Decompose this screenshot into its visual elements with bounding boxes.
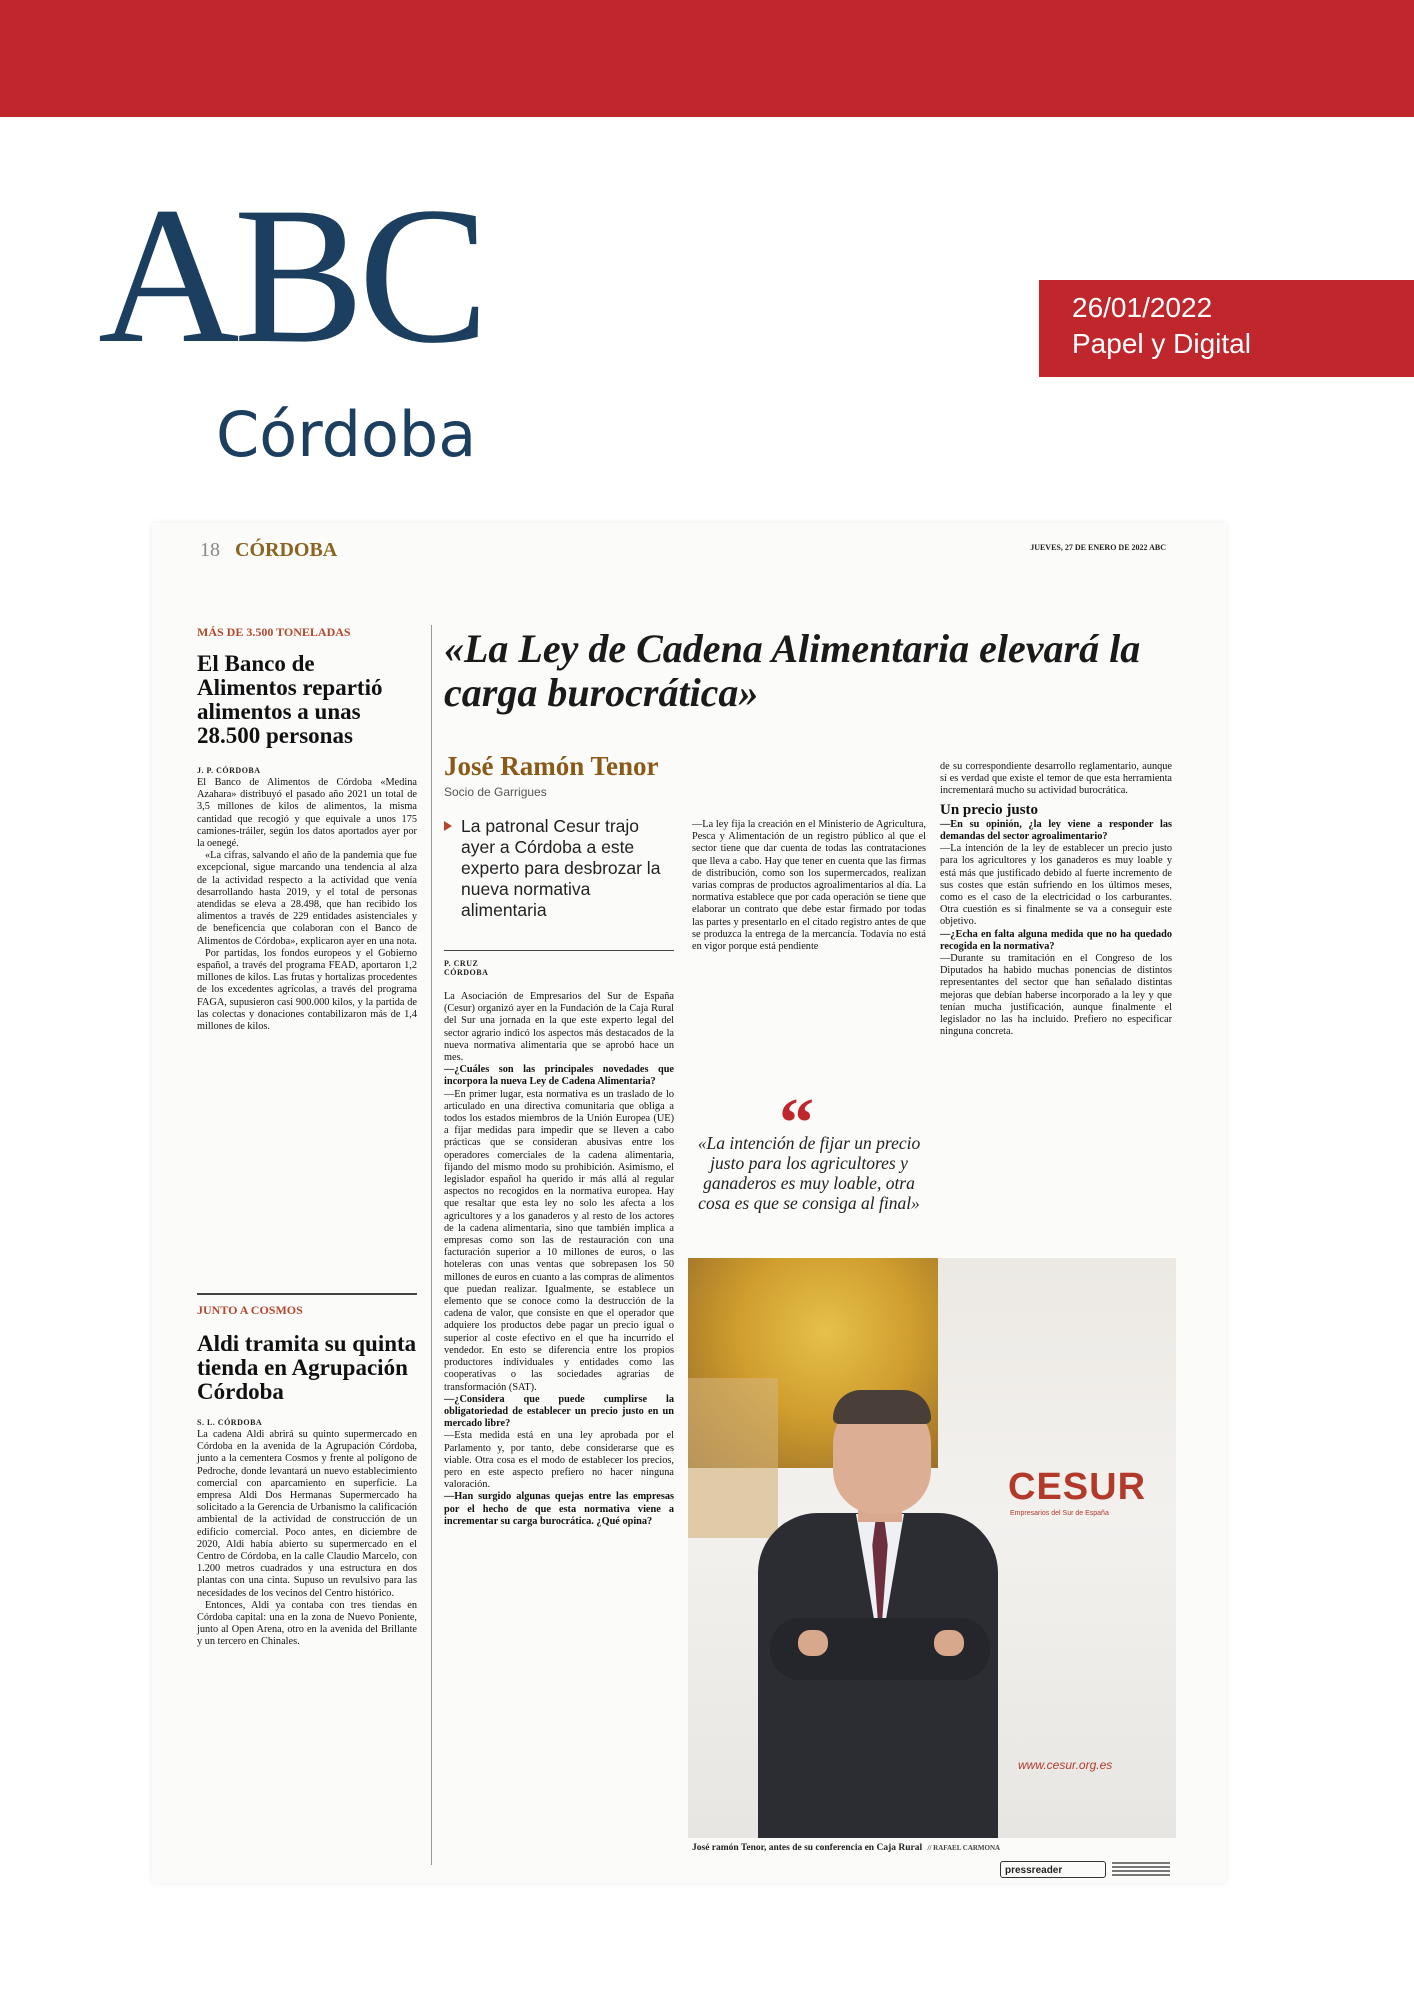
story1-paragraph: El Banco de Alimentos de Córdoba «Medina Azahara» distribuyó el pasado año 2021 un total de 3,5 millones de kilos de alimentos, la misma cantidad que recogió y que equivale a unos 175 camiones-tráiler, según los datos aportados ayer por la oenegé. <box>197 777 417 850</box>
story1-paragraph: «La cifras, salvando el año de la pandemia que fue excepcional, sigue marcando una tendencia al alza de la actividad respecto a la actividad que venía desarrollando hasta 2019, y el total de personas atendidas se eleva a 28.498, que han recibido los alimentos a través de 229 entidades asistenciales y de beneficencia que colaboran con el Banco de Alimentos de Córdoba», explicaron ayer en una nota. <box>197 850 417 947</box>
background-painting-edge <box>688 1378 778 1538</box>
interview-question: —En su opinión, ¿la ley viene a responder las demandas del sector agroalimentario? <box>940 818 1172 843</box>
newspaper-clipping <box>152 523 1226 1883</box>
story2-kicker: JUNTO A COSMOS <box>197 1303 303 1317</box>
photo-caption <box>692 1843 1000 1853</box>
cesur-url: www.cesur.org.es <box>1018 1758 1113 1772</box>
logo-city: Córdoba <box>216 398 477 471</box>
left-story-2 <box>197 1303 417 1649</box>
left-story-1 <box>197 625 417 1033</box>
interview-answer: —Durante su tramitación en el Congreso de los Diputados ha habido muchas ponencias de distintos representantes del sector que han señalado distintas mejoras que debían haberse incorporado a la ley y que tenían mucha justificación, aunque finalmente el legislador no las ha incluido. Prefiero no especificar ninguna concreta. <box>940 953 1172 1038</box>
caption-text: José ramón Tenor, antes de su conferencia en Caja Rural <box>692 1843 923 1853</box>
story1-byline: J. P. CÓRDOBA <box>197 766 261 775</box>
abc-logo: ABC <box>98 167 484 384</box>
story2-body <box>197 1429 417 1649</box>
interview-answer: de su correspondiente desarrollo reglamentario, aunque sí es verdad que existe el temor de que esta herramienta incrementará mucho su actividad burocrática. <box>940 761 1172 797</box>
interview-question: —Han surgido algunas quejas entre las empresas por el hecho de que esta normativa viene a incrementar su carga burocrática. ¿Qué opina? <box>444 1491 674 1527</box>
column-4-body <box>940 761 1172 1038</box>
running-head: JUEVES, 27 DE ENERO DE 2022 ABC <box>1030 543 1166 552</box>
interview-answer: —La ley fija la creación en el Ministerio de Agricultura, Pesca y Alimentación de un registro público al que el sector tiene que dar cuenta de todas las contrataciones que lleva a cabo. Hay que tener en cuenta que las firmas de distribución, como son los supermercados, realizan varias compras de productos agroalimentarios al día. La normativa establece que por cada operación se tiene que elaborar un contrato que debe estar firmado por todas las partes y presentarlo en el citado registro antes de que se produzca la entrega de la mercancía. Todavía no está en vigor porque está pendiente <box>692 819 926 953</box>
pull-quote: «La intención de fijar un precio justo para los agricultores y ganaderos es muy loable, otra cosa es que se consiga al final» <box>697 1133 921 1213</box>
story1-paragraph: Por partidas, los fondos europeos y el Gobierno español, a través del programa FEAD, aportaron 1,2 millones de kilos. Las frutas y hortalizas procedentes de los excedentes agrícolas, a través del programa FAGA, supusieron casi 900.000 kilos, y la partida de las colectas y donaciones contabilizaron más de 1,4 millones de kilos. <box>197 947 417 1033</box>
column-rule <box>431 625 432 1865</box>
interviewee-name: José Ramón Tenor <box>444 751 659 781</box>
person-hand <box>934 1630 964 1656</box>
cesur-tagline: Empresarios del Sur de España <box>1010 1510 1109 1517</box>
person-hand <box>798 1630 828 1656</box>
lead-rule <box>444 950 674 951</box>
interview-answer: —La intención de la ley de establecer un precio justo para los agricultores y los ganaderos es muy loable y está más que justificado debido al fuerte incremento de sus costes que están sufriendo en los últimos meses, como es el caso de la electricidad o los carburantes. Otra cuestión es si finalmente se va a conseguir este objetivo. <box>940 843 1172 928</box>
column-2-body <box>444 991 674 1528</box>
interview-question: —¿Cuáles son las principales novedades que incorpora la nueva Ley de Cadena Alimentaria? <box>444 1064 674 1088</box>
story2-paragraph: Entonces, Aldi ya contaba con tres tiendas en Córdoba capital: una en la zona de Nuevo Poniente, junto al Open Arena, otro en la avenida del Brillante y un tercero en Chinales. <box>197 1599 417 1648</box>
column-4 <box>940 761 1172 1038</box>
column-2 <box>444 959 674 1528</box>
main-byline-author: P. CRUZ <box>444 959 479 968</box>
interview-question: —¿Echa en falta alguna medida que no ha quedado recogida en la normativa? <box>940 928 1172 952</box>
column-3-body <box>692 819 926 953</box>
interview-answer: —En primer lugar, esta normativa es un traslado de lo articulado en una directiva comunitaria que obliga a todos los estados miembros de la Unión Europea (UE) a fijar medidas para impedir que se lleven a cabo prácticas que se consideran abusivas entre los operadores comerciales de la cadena alimentaria, fijando del mismo modo su prohibición. Asimismo, el legislador español ha querido ir más allá al regular aspectos no recogidos en la normativa europea. Hay que resaltar que esta ley no solo les afecta a los agricultores y a los ganaderos y al resto de los actores de la cadena alimentaria, sino que también implica a empresas como son las de restauración con una facturación superior a 10 millones de euros, o las hoteleras con unas ventas que sobrepasen los 50 millones de euros en cuanto a las compras de alimentos que puedan realizar. Igualmente, se establece un elemento que se conoce como la destrucción de la cadena de valor, que consiste en que el operador que adquiere los productos debe pagar un precio igual o superior al coste efectivo en el que ha incurrido el vendedor. En esto se diferencia entre los propios productores individuales y entidades como las cooperativas o las sociedades agrarias de transformación (SAT). <box>444 1088 674 1393</box>
date-box <box>1039 280 1414 377</box>
story2-byline: S. L. CÓRDOBA <box>197 1418 263 1427</box>
main-headline: «La Ley de Cadena Alimentaria elevará la carga burocrática» <box>444 626 1141 715</box>
page-number: 18 <box>200 539 220 561</box>
publication-date: 26/01/2022 <box>1072 292 1213 323</box>
story1-body <box>197 777 417 1033</box>
column-3 <box>692 819 926 953</box>
lead-summary <box>444 816 674 921</box>
bullet-triangle-icon <box>444 821 452 831</box>
interview-question: —¿Considera que puede cumplirse la obligatoriedad de establecer un precio justo en un mercado libre? <box>444 1393 674 1430</box>
lead-text: La patronal Cesur trajo ayer a Córdoba a este experto para desbrozar la nueva normativa alimentaria <box>461 816 661 920</box>
body-paragraph: La Asociación de Empresarios del Sur de España (Cesur) organizó ayer en la Fundación de la Caja Rural del Sur una jornada en la que este experto legal del sector agrario indicó los aspectos más destacados de la nueva normativa alimentaria que se aprobó hace un mes. <box>444 991 674 1064</box>
story1-headline: El Banco de Alimentos repartió alimentos a unas 28.500 personas <box>197 651 383 748</box>
story2-headline: Aldi tramita su quinta tienda en Agrupación Córdoba <box>197 1331 417 1404</box>
cesur-logo: CESUR <box>1008 1466 1147 1508</box>
subheading: Un precio justo <box>940 801 1039 818</box>
top-red-bar <box>0 0 1414 117</box>
story2-paragraph: La cadena Aldi abrirá su quinto supermercado en Córdoba en la avenida de la Agrupación Córdoba, junto a la cementera Cosmos y frente al polígono de Pedroche, donde levantará un nuevo establecimiento comercial con aparcamiento en superficie. La empresa Aldi Dos Hermanas Supermercado ha solicitado a la Gerencia de Urbanismo la calificación ambiental de la actividad de construcción de un edificio comercial. Poco antes, en diciembre de 2020, Aldi había abierto su supermercado en el Centro de Córdoba, en la calle Claudio Marcelo, con 1.200 metros cuadrados y una estructura en dos plantas con una cinta. Supuso un revulsivo para las necesidades de los vecinos del Centro histórico. <box>197 1429 417 1599</box>
caption-credit: // RAFAEL CARMONA <box>927 1844 1001 1852</box>
main-byline-place: CÓRDOBA <box>444 968 489 977</box>
edition-label: Papel y Digital <box>1072 328 1251 359</box>
interview-photo <box>688 1258 1176 1838</box>
pressreader-fineprint <box>1112 1861 1170 1878</box>
person-hair <box>833 1390 931 1424</box>
story1-kicker: MÁS DE 3.500 TONELADAS <box>197 625 351 639</box>
divider <box>197 1293 417 1295</box>
pressreader-logo: pressreader <box>1000 1861 1106 1878</box>
quote-mark-icon: “ <box>779 1085 814 1162</box>
interviewee-role: Socio de Garrigues <box>444 785 547 799</box>
interview-answer: —Esta medida está en una ley aprobada por el Parlamento y, por tanto, debe considerarse que es viable. Otra cosa es el modo de establecer los precios, pero en este aspecto prefiero no hacer ninguna valoración. <box>444 1430 674 1491</box>
section-name: CÓRDOBA <box>235 539 338 561</box>
page-folio <box>200 539 337 562</box>
